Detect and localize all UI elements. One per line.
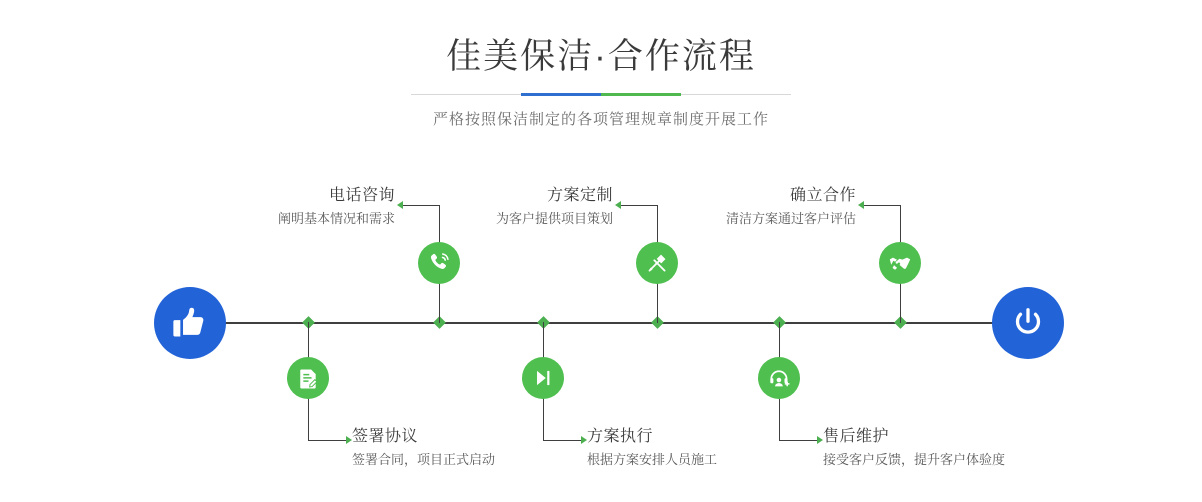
- page-title: 佳美保洁·合作流程: [446, 37, 756, 76]
- power-icon: [992, 287, 1064, 359]
- step-5-icon-badge: [879, 242, 921, 284]
- page-subtitle: 严格按照保洁制定的各项管理规章制度开展工作: [432, 111, 769, 128]
- play-forward-icon: [532, 367, 554, 389]
- step-5-arrow: [858, 201, 864, 209]
- step-3-desc: 为客户提供项目策划: [495, 211, 613, 226]
- headset-add-icon: [768, 367, 791, 390]
- step-4-title: 方案执行: [587, 428, 654, 445]
- divider-accent-green: [601, 93, 681, 96]
- step-4-desc: 根据方案安排人员施工: [587, 452, 718, 467]
- step-6-label: [823, 427, 1005, 470]
- step-2-label: [352, 427, 495, 470]
- step-1-arrow: [397, 201, 403, 209]
- step-3-icon-badge: [636, 242, 678, 284]
- step-3-connector-horizontal: [620, 205, 657, 206]
- step-1-desc: 阐明基本情况和需求: [277, 211, 395, 226]
- step-2-title: 签署协议: [352, 428, 419, 445]
- step-1-label: [250, 186, 395, 229]
- step-3-arrow: [615, 201, 621, 209]
- step-1-title: 电话咨询: [328, 187, 395, 204]
- step-5-label: [706, 186, 856, 229]
- step-4-label: [587, 427, 717, 470]
- step-5-connector-horizontal: [863, 205, 900, 206]
- step-2-connector-horizontal: [308, 440, 346, 441]
- step-6-connector-horizontal: [779, 440, 817, 441]
- step-2-icon-badge: [287, 357, 329, 399]
- step-1-icon-badge: [418, 242, 460, 284]
- end-node: [992, 287, 1064, 359]
- step-3-label: [463, 186, 613, 229]
- pen-ruler-icon: [645, 251, 669, 275]
- step-6-desc: 接受客户反馈，提升客户体验度: [823, 452, 1006, 467]
- step-4-icon-badge: [522, 357, 564, 399]
- step-5-title: 确立合作: [789, 187, 856, 204]
- step-2-desc: 签署合同，项目正式启动: [352, 452, 496, 467]
- handshake-icon: [888, 251, 912, 275]
- document-edit-icon: [297, 367, 320, 390]
- start-node: [154, 287, 226, 359]
- step-1-connector-horizontal: [402, 205, 439, 206]
- title-divider: [411, 93, 791, 96]
- timeline-axis: [156, 322, 1046, 324]
- step-5-desc: 清洁方案通过客户评估: [725, 211, 856, 226]
- diagram-header: [0, 34, 1202, 129]
- step-4-connector-horizontal: [543, 440, 581, 441]
- step-6-icon-badge: [758, 357, 800, 399]
- step-3-title: 方案定制: [546, 187, 613, 204]
- step-6-title: 售后维护: [823, 428, 890, 445]
- thumbs-up-icon: [154, 287, 226, 359]
- phone-ring-icon: [427, 251, 451, 275]
- divider-accent-blue: [521, 93, 601, 96]
